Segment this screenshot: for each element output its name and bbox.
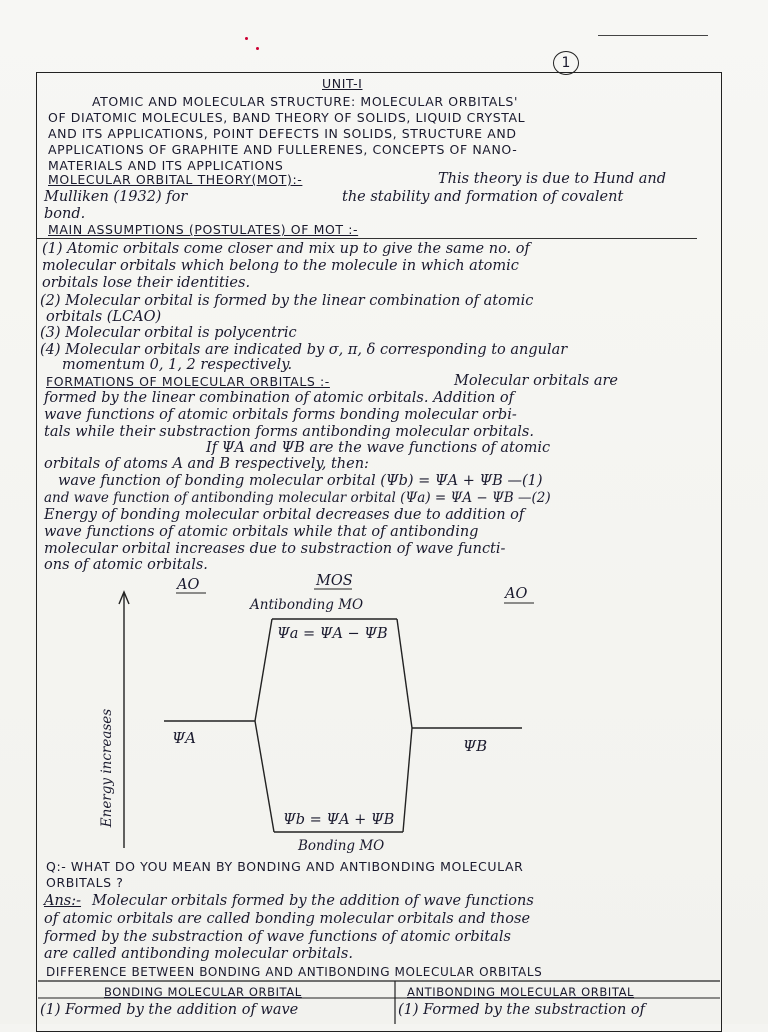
bonding-label: Bonding MO <box>298 838 385 854</box>
bonding-row-1: (1) Formed by the addition of wave <box>40 1002 299 1018</box>
formation-line-10: wave functions of atomic orbitals while that of antibonding <box>44 524 479 540</box>
question-line-2: ORBITALS ? <box>46 875 124 890</box>
formation-line-6: orbitals of atoms A and B respectively, then: <box>44 456 369 472</box>
formation-heading: FORMATIONS OF MOLECULAR ORBITALS :- <box>46 374 330 389</box>
mot-line-3: the stability and formation of covalent <box>342 189 624 205</box>
diagram-mos: MOS <box>316 573 353 589</box>
question-line-1: Q:- WHAT DO YOU MEAN BY BONDING AND ANTIBONDING MOLECULAR <box>46 859 524 874</box>
answer-line-1: Molecular orbitals formed by the addition of wave functions <box>92 893 534 909</box>
mot-line-1: This theory is due to Hund and <box>438 171 667 187</box>
table-header-bonding: BONDING MOLECULAR ORBITAL <box>104 985 302 999</box>
psi-a-label: ΨA <box>172 729 196 747</box>
unit-title: UNIT-I <box>322 76 363 91</box>
assumption-line-8: momentum 0, 1, 2 respectively. <box>62 357 293 373</box>
antibonding-equation: Ψa = ΨA − ΨB <box>277 626 388 642</box>
formation-line-1: Molecular orbitals are <box>454 373 618 389</box>
formation-line-4: tals while their substraction forms antibonding molecular orbitals. <box>44 424 534 440</box>
syllabus-line-5: MATERIALS AND ITS APPLICATIONS <box>48 158 284 173</box>
assumption-line-4: (2) Molecular orbital is formed by the linear combination of atomic <box>40 293 534 309</box>
answer-line-4: are called antibonding molecular orbitals. <box>44 946 353 962</box>
formation-line-5: If ΨA and ΨB are the wave functions of atomic <box>206 440 551 456</box>
syllabus-line-1: ATOMIC AND MOLECULAR STRUCTURE: MOLECULAR ORBITALS' <box>92 94 518 109</box>
mot-line-4: bond. <box>44 206 86 222</box>
syllabus-line-2: OF DIATOMIC MOLECULES, BAND THEORY OF SOLIDS, LIQUID CRYSTAL <box>48 110 526 125</box>
page-number: 1 <box>553 51 579 75</box>
bonding-equation: Ψb = ΨA + ΨB <box>283 812 395 828</box>
formation-line-3: wave functions of atomic orbitals forms bonding molecular orbi- <box>44 407 517 423</box>
ink-speck <box>256 47 259 50</box>
assumption-line-6: (3) Molecular orbital is polycentric <box>40 325 297 341</box>
mot-heading: MOLECULAR ORBITAL THEORY(MOT):- <box>48 172 303 187</box>
formation-line-9: Energy of bonding molecular orbital decreases due to addition of <box>44 507 525 523</box>
table-header-antibonding: ANTIBONDING MOLECULAR ORBITAL <box>407 985 635 999</box>
answer-line-2: of atomic orbitals are called bonding molecular orbitals and those <box>44 911 531 927</box>
assumption-line-3: orbitals lose their identities. <box>42 275 251 291</box>
assumption-line-2: molecular orbitals which belong to the molecule in which atomic <box>42 258 519 274</box>
formation-line-7: wave function of bonding molecular orbital (Ψb) = ΨA + ΨB —(1) <box>58 473 543 489</box>
assumptions-heading: MAIN ASSUMPTIONS (POSTULATES) OF MOT :- <box>48 222 359 237</box>
assumption-line-7: (4) Molecular orbitals are indicated by σ, π, δ corresponding to angular <box>40 342 568 358</box>
formation-line-8: and wave function of antibonding molecular orbital (Ψa) = ΨA − ΨB —(2) <box>44 490 551 506</box>
antibonding-label: Antibonding MO <box>250 597 364 613</box>
assumption-line-1: (1) Atomic orbitals come closer and mix up to give the same no. of <box>42 241 530 257</box>
syllabus-line-3: AND ITS APPLICATIONS, POINT DEFECTS IN SOLIDS, STRUCTURE AND <box>48 126 517 141</box>
mot-line-2: Mulliken (1932) for <box>44 189 188 205</box>
answer-label: Ans:- <box>44 893 82 909</box>
energy-axis-label: Energy increases <box>99 708 116 828</box>
psi-b-label: ΨB <box>463 737 488 755</box>
antibonding-row-1: (1) Formed by the substraction of <box>398 1002 646 1018</box>
difference-heading: DIFFERENCE BETWEEN BONDING AND ANTIBONDING MOLECULAR ORBITALS <box>46 965 543 979</box>
formation-line-11: molecular orbital increases due to substraction of wave functi- <box>44 541 506 557</box>
diagram-ao-left: AO <box>177 577 200 593</box>
ink-speck <box>245 37 248 40</box>
formation-line-12: ons of atomic orbitals. <box>44 557 208 573</box>
answer-line-3: formed by the substraction of wave functions of atomic orbitals <box>44 929 511 945</box>
formation-line-2: formed by the linear combination of atomic orbitals. Addition of <box>44 390 514 406</box>
diagram-ao-right: AO <box>505 586 528 602</box>
assumption-line-5: orbitals (LCAO) <box>46 309 162 325</box>
syllabus-line-4: APPLICATIONS OF GRAPHITE AND FULLERENES, CONCEPTS OF NANO- <box>48 142 518 157</box>
